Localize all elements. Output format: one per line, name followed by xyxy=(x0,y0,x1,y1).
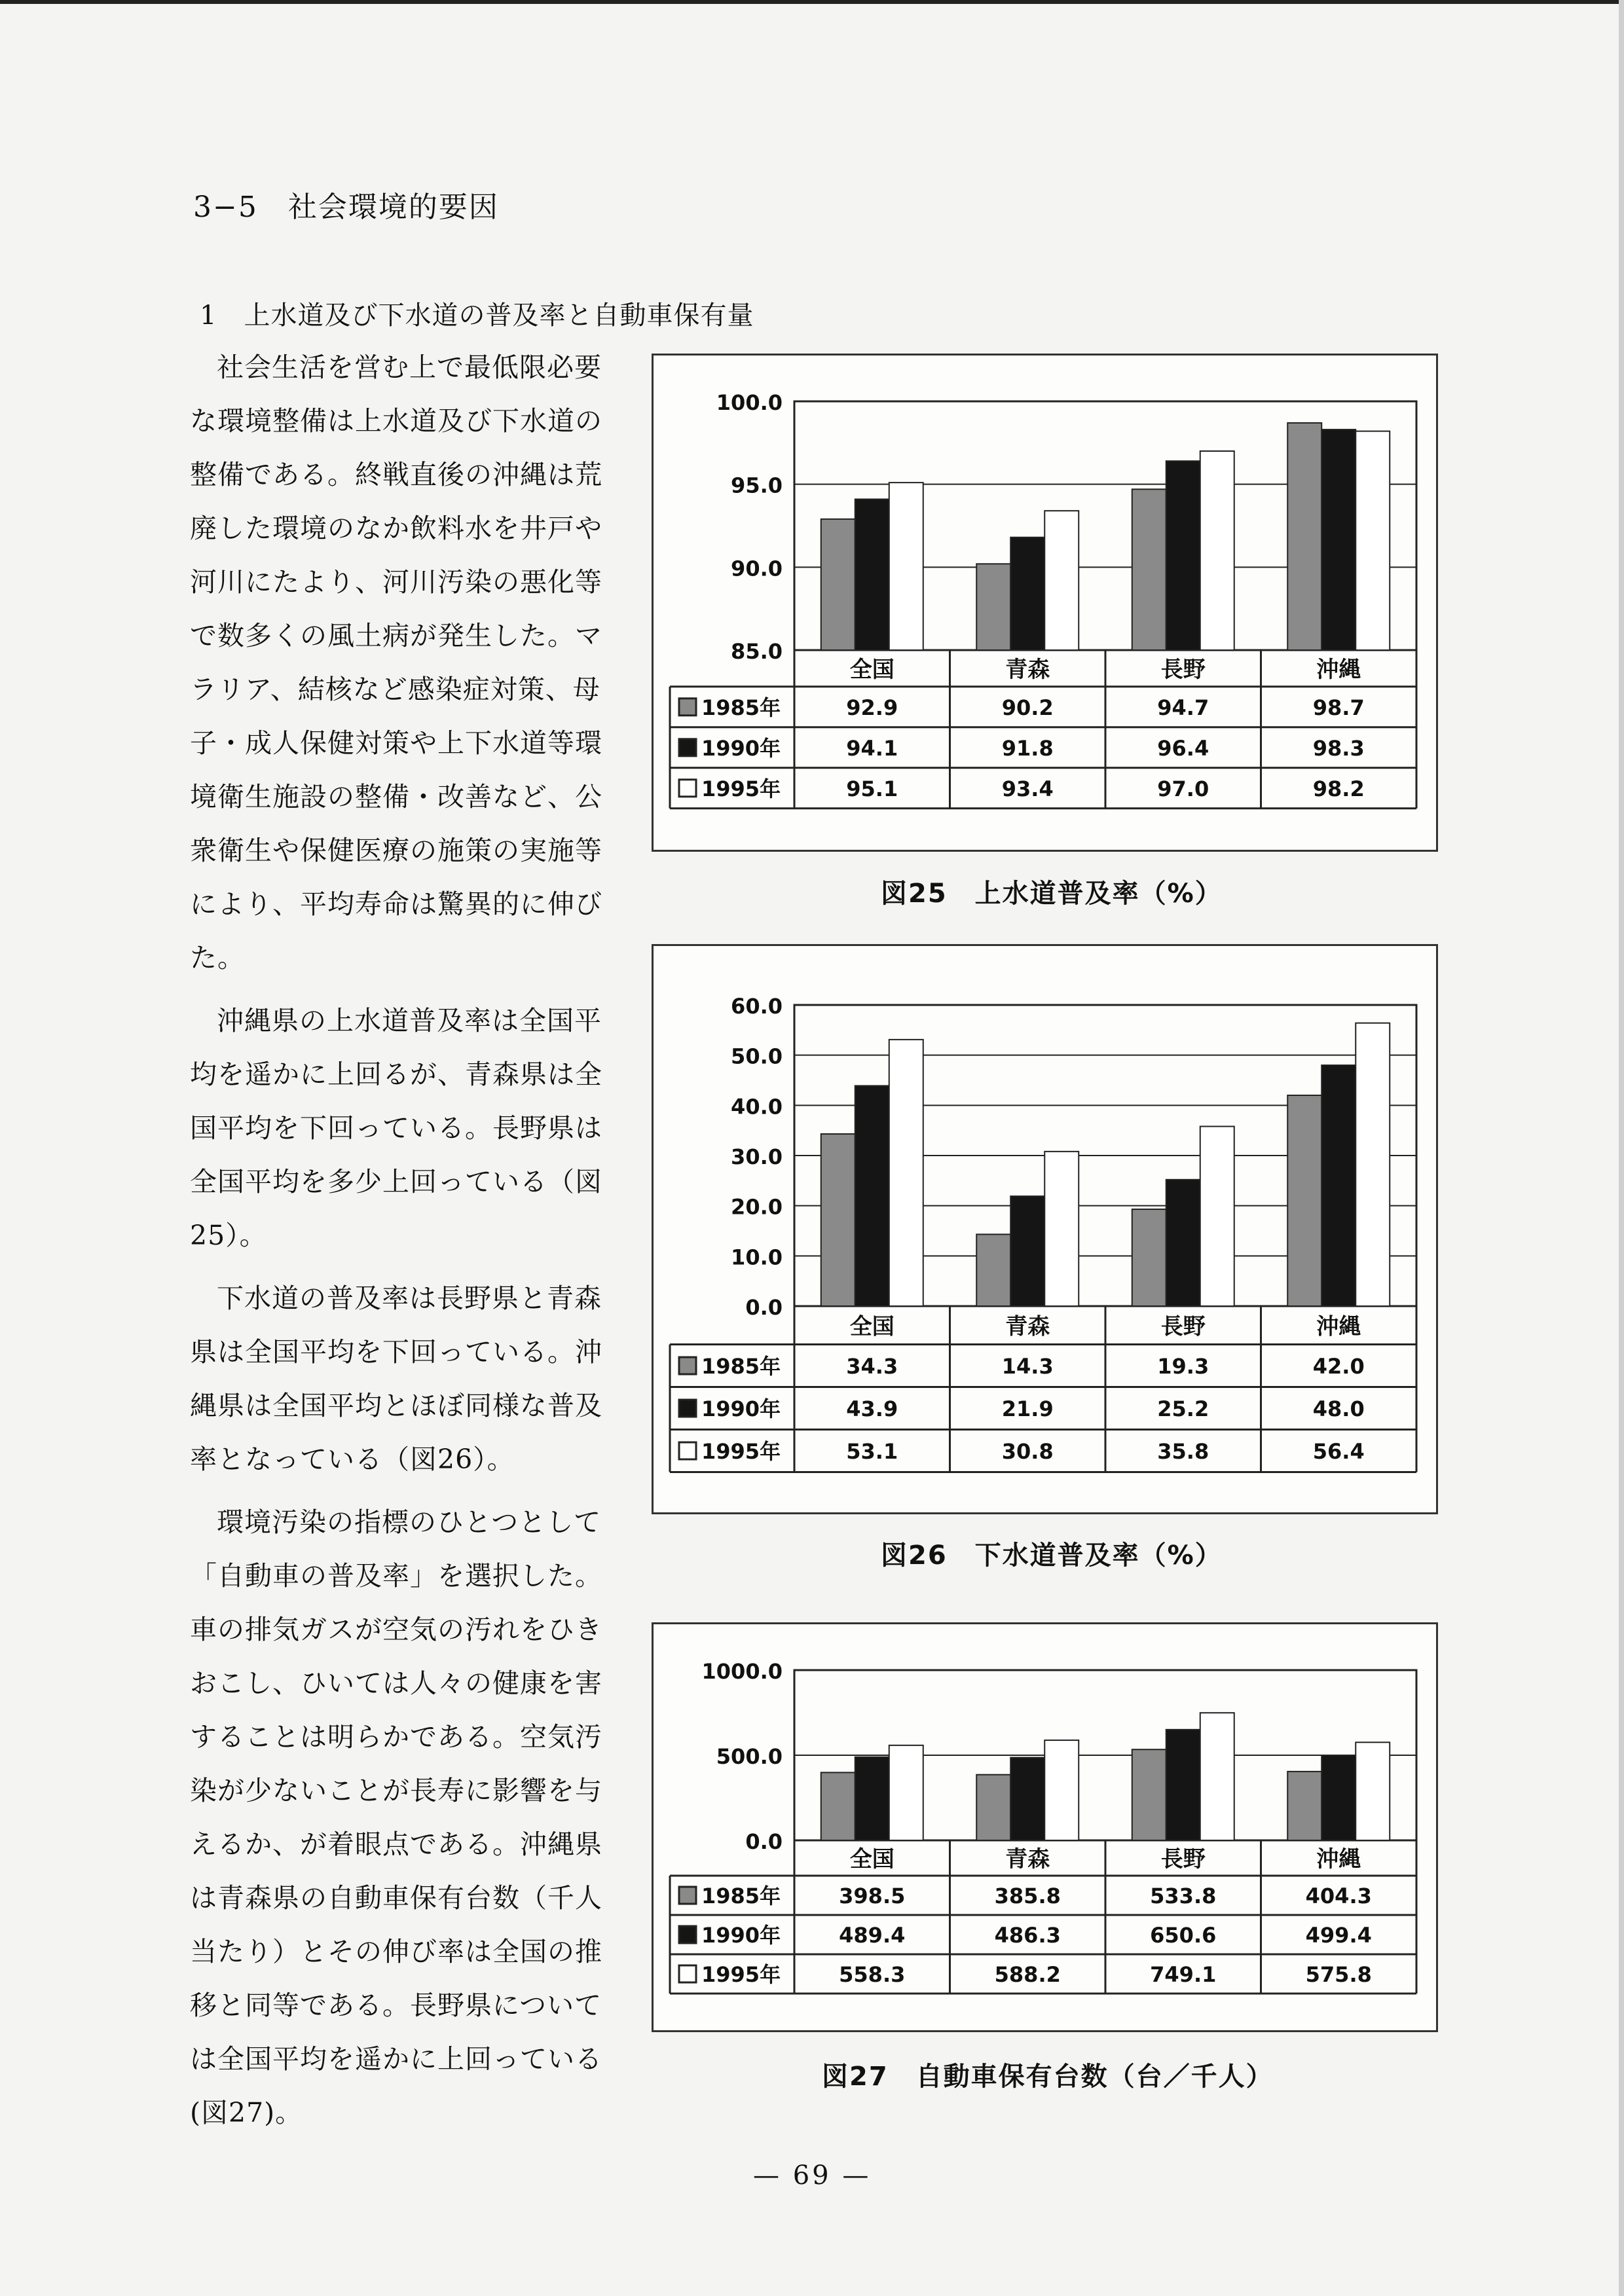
data-label: 25.2 xyxy=(1157,1396,1209,1421)
data-label: 97.0 xyxy=(1157,776,1209,801)
data-label: 94.1 xyxy=(846,735,898,761)
legend-swatch-1995 xyxy=(679,1442,696,1459)
data-label: 30.8 xyxy=(1001,1439,1054,1464)
bar-1990 xyxy=(1010,538,1044,650)
category-label: 沖縄 xyxy=(1316,1313,1361,1340)
bar-1990 xyxy=(1321,1755,1356,1840)
section-heading: 3−5 社会環境的要因 xyxy=(193,191,499,224)
data-label: 98.7 xyxy=(1312,695,1365,720)
y-tick-label: 100.0 xyxy=(716,390,783,415)
y-tick-label: 30.0 xyxy=(731,1144,783,1169)
bar-1985 xyxy=(976,1234,1010,1306)
data-label: 575.8 xyxy=(1305,1962,1372,1987)
y-tick-label: 85.0 xyxy=(731,639,783,664)
data-label: 96.4 xyxy=(1157,735,1209,761)
legend-swatch-1985 xyxy=(679,699,696,716)
figure-26 xyxy=(652,944,1438,1514)
data-label: 486.3 xyxy=(994,1923,1061,1948)
chart-27-svg xyxy=(654,1624,1436,2030)
paragraph-1: 社会生活を営む上で最低限必要な環境整備は上水道及び下水道の整備である。終戦直後の沖縄は荒廃した環境のなか飲料水を井戸や河川にたより、河川汚染の悪化等で数多くの風土病が発生した。マラリア、結核など感染症対策、母子・成人保健対策や上下水道等環境衛生施設の整備・改善など、公衆衛生や保健医療の施策の実施等により、平均寿命は驚異的に伸びた。 xyxy=(190,352,602,974)
page-right-edge xyxy=(1619,0,1624,2296)
data-label: 95.1 xyxy=(846,776,898,801)
bar-1985 xyxy=(1132,489,1166,650)
bar-1985 xyxy=(1132,1209,1166,1306)
bar-1995 xyxy=(889,1040,923,1306)
bar-1990 xyxy=(1166,1180,1200,1306)
legend-swatch-1990 xyxy=(679,1400,696,1417)
y-tick-label: 95.0 xyxy=(731,473,783,498)
y-tick-label: 500.0 xyxy=(716,1744,783,1769)
bar-1995 xyxy=(1044,1740,1079,1840)
data-label: 650.6 xyxy=(1150,1923,1217,1948)
bar-1985 xyxy=(1287,1095,1321,1306)
bar-1990 xyxy=(1321,1065,1356,1306)
bar-1995 xyxy=(1044,1152,1079,1306)
data-label: 385.8 xyxy=(994,1884,1061,1908)
bar-1995 xyxy=(889,1745,923,1840)
bar-1985 xyxy=(1132,1749,1166,1840)
bar-1990 xyxy=(855,1757,889,1840)
body-text xyxy=(190,340,629,2149)
data-label: 499.4 xyxy=(1305,1923,1372,1948)
data-label: 34.3 xyxy=(846,1354,898,1379)
y-tick-label: 50.0 xyxy=(731,1044,783,1069)
legend-label-1990: 1990年 xyxy=(701,735,781,761)
bar-1985 xyxy=(1287,1772,1321,1840)
bar-1985 xyxy=(976,564,1010,650)
y-tick-label: 1000.0 xyxy=(701,1659,783,1684)
bar-1995 xyxy=(1356,431,1390,650)
category-label: 沖縄 xyxy=(1316,656,1361,683)
bar-1995 xyxy=(1044,511,1079,650)
y-tick-label: 0.0 xyxy=(745,1295,783,1320)
sub-heading: 1 上水道及び下水道の普及率と自動車保有量 xyxy=(200,301,754,331)
category-label: 青森 xyxy=(1005,1313,1050,1340)
caption-25: 図25 上水道普及率（%） xyxy=(881,879,1223,909)
category-label: 全国 xyxy=(849,656,895,683)
caption-27: 図27 自動車保有台数（台／千人） xyxy=(822,2062,1274,2092)
data-label: 56.4 xyxy=(1312,1439,1365,1464)
category-label: 全国 xyxy=(849,1313,895,1340)
bar-1990 xyxy=(1166,1730,1200,1840)
legend-swatch-1990 xyxy=(679,739,696,756)
category-label: 青森 xyxy=(1005,1846,1050,1872)
category-label: 長野 xyxy=(1160,1846,1206,1872)
category-label: 長野 xyxy=(1160,656,1206,683)
legend-label-1990: 1990年 xyxy=(701,1396,781,1421)
legend-swatch-1985 xyxy=(679,1357,696,1374)
data-label: 93.4 xyxy=(1001,776,1054,801)
legend-label-1985: 1985年 xyxy=(701,1354,781,1379)
bar-1985 xyxy=(1287,423,1321,650)
bar-1990 xyxy=(855,499,889,650)
data-label: 489.4 xyxy=(839,1923,906,1948)
data-label: 91.8 xyxy=(1001,735,1054,761)
data-label: 398.5 xyxy=(839,1884,906,1908)
legend-swatch-1995 xyxy=(679,780,696,797)
bar-1985 xyxy=(821,1134,855,1306)
bar-1985 xyxy=(976,1775,1010,1840)
data-label: 404.3 xyxy=(1305,1884,1372,1908)
data-label: 14.3 xyxy=(1001,1354,1054,1379)
data-label: 42.0 xyxy=(1312,1354,1365,1379)
page-number: — 69 — xyxy=(753,2160,872,2191)
paragraph-3: 下水道の普及率は長野県と青森県は全国平均を下回っている。沖縄県は全国平均とほぼ同様な普及率となっている（図26）。 xyxy=(190,1283,602,1475)
y-tick-label: 20.0 xyxy=(731,1194,783,1220)
paragraph-2: 沖縄県の上水道普及率は全国平均を遥かに上回るが、青森県は全国平均を下回っている。長野県は全国平均を多少上回っている（図25）。 xyxy=(190,1005,602,1251)
data-label: 21.9 xyxy=(1001,1396,1054,1421)
data-label: 43.9 xyxy=(846,1396,898,1421)
bar-1985 xyxy=(821,519,855,650)
data-label: 48.0 xyxy=(1312,1396,1365,1421)
bar-1995 xyxy=(1200,1127,1234,1306)
page-top-edge xyxy=(0,0,1624,4)
legend-label-1995: 1995年 xyxy=(701,1962,781,1987)
y-tick-label: 0.0 xyxy=(745,1829,783,1854)
y-tick-label: 10.0 xyxy=(731,1245,783,1270)
bar-1995 xyxy=(1200,451,1234,650)
paragraph-4: 環境汚染の指標のひとつとして「自動車の普及率」を選択した。車の排気ガスが空気の汚れをひきおこし、ひいては人々の健康を害することは明らかである。空気汚染が少ないことが長寿に影響を与えるか、が着眼点である。沖縄県は青森県の自動車保有台数（千人当たり）とその伸び率は全国の推移と同等である。長野県については全国平均を遥かに上回っている(図27)。 xyxy=(190,1506,602,2128)
bar-1995 xyxy=(889,483,923,650)
bar-1990 xyxy=(1010,1196,1044,1306)
category-label: 全国 xyxy=(849,1846,895,1872)
legend-label-1995: 1995年 xyxy=(701,1439,781,1464)
legend-swatch-1990 xyxy=(679,1926,696,1943)
bar-1990 xyxy=(855,1085,889,1306)
data-label: 35.8 xyxy=(1157,1439,1209,1464)
data-label: 90.2 xyxy=(1001,695,1054,720)
category-label: 長野 xyxy=(1160,1313,1206,1340)
figure-25 xyxy=(652,354,1438,852)
figure-27 xyxy=(652,1622,1438,2032)
data-label: 98.3 xyxy=(1312,735,1365,761)
bar-1990 xyxy=(1010,1758,1044,1840)
data-label: 749.1 xyxy=(1150,1962,1217,1987)
data-label: 98.2 xyxy=(1312,776,1365,801)
legend-label-1995: 1995年 xyxy=(701,776,781,801)
chart-25-svg xyxy=(654,355,1436,850)
bar-1985 xyxy=(821,1772,855,1840)
data-label: 53.1 xyxy=(846,1439,898,1464)
bar-1995 xyxy=(1356,1023,1390,1306)
category-label: 青森 xyxy=(1005,656,1050,683)
y-tick-label: 40.0 xyxy=(731,1094,783,1120)
bar-1995 xyxy=(1356,1742,1390,1840)
data-label: 558.3 xyxy=(839,1962,906,1987)
legend-label-1985: 1985年 xyxy=(701,695,781,720)
category-label: 沖縄 xyxy=(1316,1846,1361,1872)
bar-1990 xyxy=(1166,461,1200,650)
legend-swatch-1995 xyxy=(679,1965,696,1982)
data-label: 92.9 xyxy=(846,695,898,720)
legend-label-1990: 1990年 xyxy=(701,1923,781,1948)
data-label: 533.8 xyxy=(1150,1884,1217,1908)
y-tick-label: 60.0 xyxy=(731,994,783,1019)
legend-swatch-1985 xyxy=(679,1887,696,1904)
caption-26: 図26 下水道普及率（%） xyxy=(881,1540,1223,1571)
data-label: 19.3 xyxy=(1157,1354,1209,1379)
data-label: 588.2 xyxy=(994,1962,1061,1987)
y-tick-label: 90.0 xyxy=(731,556,783,581)
legend-label-1985: 1985年 xyxy=(701,1884,781,1908)
bar-1990 xyxy=(1321,429,1356,650)
chart-26-svg xyxy=(654,946,1436,1512)
data-label: 94.7 xyxy=(1157,695,1209,720)
bar-1995 xyxy=(1200,1713,1234,1840)
